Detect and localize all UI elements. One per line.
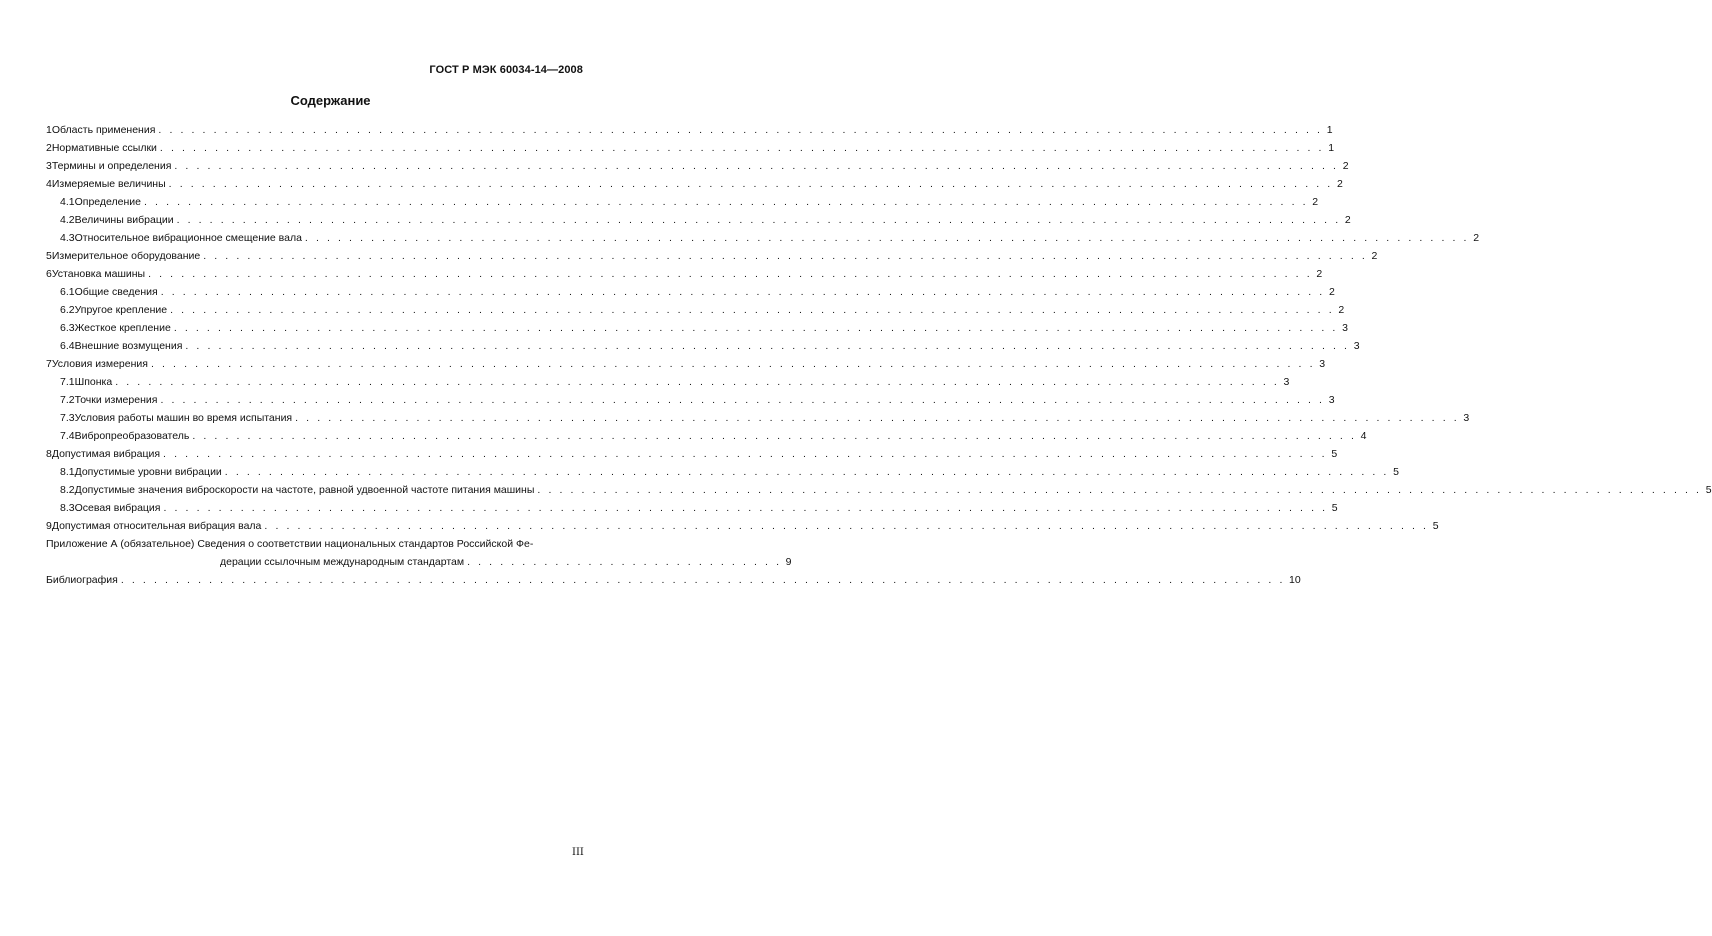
dot-leader bbox=[158, 121, 1322, 139]
dot-leader bbox=[537, 481, 1701, 499]
dot-leader bbox=[144, 193, 1308, 211]
toc-entry-number: 8.2 bbox=[60, 484, 75, 496]
toc-entry-text: Библиография bbox=[46, 574, 118, 586]
toc-entry[interactable] bbox=[46, 301, 1345, 319]
toc-entry-text: Установка машины bbox=[51, 268, 146, 280]
toc-entry-number: 6.2 bbox=[60, 304, 75, 316]
toc-entry-number: 6 bbox=[46, 268, 52, 280]
toc-entry-number: 7.3 bbox=[60, 412, 75, 424]
toc-entry-text: Упругое крепление bbox=[74, 304, 168, 316]
toc-page-number: 2 bbox=[1344, 214, 1351, 226]
toc-page-number: 2 bbox=[1328, 286, 1335, 298]
toc-page-number: 4 bbox=[1360, 430, 1367, 442]
toc-entry-text: Условия измерения bbox=[51, 358, 148, 370]
toc-entry[interactable] bbox=[46, 283, 1335, 301]
toc-entry[interactable] bbox=[46, 247, 1378, 265]
toc-entry-text: Допустимые значения виброскорости на частоте, равной удвоенной частоте питания машины bbox=[74, 484, 535, 496]
toc-entry-number: 3 bbox=[46, 160, 52, 172]
dot-leader bbox=[305, 229, 1469, 247]
toc-entry[interactable] bbox=[46, 157, 1349, 175]
toc-entry-number: 4.3 bbox=[60, 232, 75, 244]
toc-bibliography-entry[interactable] bbox=[46, 571, 1301, 589]
toc-entry-number: 7.4 bbox=[60, 430, 75, 442]
page-number: III bbox=[572, 847, 584, 858]
toc-entry-text: Осевая вибрация bbox=[74, 502, 161, 514]
toc-entry[interactable] bbox=[46, 391, 1335, 409]
dot-leader bbox=[264, 517, 1428, 535]
toc-page-number: 3 bbox=[1319, 358, 1326, 370]
toc-entry[interactable] bbox=[46, 499, 1338, 517]
dot-leader bbox=[163, 499, 1327, 517]
toc-entry-number: 8.3 bbox=[60, 502, 75, 514]
appendix-title-line1: Приложение А (обязательное) Сведения о соответствии национальных стандартов Российской Фе- bbox=[46, 538, 534, 550]
dot-leader bbox=[174, 319, 1338, 337]
toc-entry-text: Термины и определения bbox=[51, 160, 172, 172]
toc-entry-number: 4 bbox=[46, 178, 52, 190]
toc-entry-text: Измеряемые величины bbox=[51, 178, 166, 190]
toc-page-number: 2 bbox=[1338, 304, 1345, 316]
dot-leader bbox=[163, 445, 1327, 463]
toc-entry[interactable] bbox=[46, 319, 1348, 337]
toc-entry-text: Точки измерения bbox=[74, 394, 158, 406]
toc-entry-number: 6.3 bbox=[60, 322, 75, 334]
dot-leader bbox=[121, 571, 1285, 589]
toc-entry-number: 9 bbox=[46, 520, 52, 532]
toc-entry-number: 2 bbox=[46, 142, 52, 154]
dot-leader: . . . . . . . . . . . . . . . . . . . . . . . . . . . . . bbox=[467, 556, 782, 568]
dot-leader bbox=[203, 247, 1367, 265]
dot-leader bbox=[170, 301, 1334, 319]
toc-entry-number: 6.4 bbox=[60, 340, 75, 352]
toc-page-number: 1 bbox=[1328, 142, 1335, 154]
toc-page-number: 3 bbox=[1283, 376, 1290, 388]
table-of-contents bbox=[46, 121, 1712, 589]
dot-leader bbox=[115, 373, 1279, 391]
toc-page-number: 5 bbox=[1393, 466, 1399, 478]
toc-entry-number: 4.2 bbox=[60, 214, 75, 226]
appendix-title-line2: дерации ссылочным международным стандартам bbox=[220, 556, 465, 568]
toc-entry-text: Шпонка bbox=[74, 376, 113, 388]
toc-page-number: 5 bbox=[1432, 520, 1439, 532]
dot-leader bbox=[295, 409, 1459, 427]
toc-entry-number: 1 bbox=[46, 124, 52, 136]
toc-entry-text: Величины вибрации bbox=[74, 214, 174, 226]
toc-entry-text: Общие сведения bbox=[74, 286, 158, 298]
toc-entry-text: Относительное вибрационное смещение вала bbox=[74, 232, 302, 244]
toc-entry[interactable] bbox=[46, 211, 1351, 229]
toc-page-number: 2 bbox=[1336, 178, 1343, 190]
toc-entry-number: 8.1 bbox=[60, 466, 75, 478]
toc-appendix-entry[interactable] bbox=[46, 535, 792, 571]
toc-entry[interactable] bbox=[46, 409, 1470, 427]
dot-leader bbox=[160, 391, 1324, 409]
toc-entry[interactable] bbox=[46, 481, 1712, 499]
toc-page-number: 3 bbox=[1353, 340, 1360, 352]
toc-entry[interactable] bbox=[46, 229, 1480, 247]
toc-entry[interactable] bbox=[46, 121, 1333, 139]
toc-page-number: 5 bbox=[1331, 502, 1338, 514]
toc-entry-number: 7.1 bbox=[60, 376, 75, 388]
toc-entry-number: 6.1 bbox=[60, 286, 75, 298]
toc-page-number: 2 bbox=[1371, 250, 1378, 262]
toc-entry-text: Жесткое крепление bbox=[74, 322, 171, 334]
toc-page-number: 2 bbox=[1342, 160, 1349, 172]
toc-entry-text: Область применения bbox=[51, 124, 156, 136]
toc-entry[interactable] bbox=[46, 337, 1360, 355]
toc-page-number: 5 bbox=[1331, 448, 1338, 460]
toc-entry[interactable] bbox=[46, 139, 1335, 157]
toc-entry-text: Нормативные ссылки bbox=[51, 142, 157, 154]
dot-leader bbox=[151, 355, 1315, 373]
toc-page-number: 2 bbox=[1312, 196, 1319, 208]
toc-entry[interactable] bbox=[46, 193, 1319, 211]
toc-entry[interactable] bbox=[46, 517, 1439, 535]
toc-page-number: 3 bbox=[1342, 322, 1348, 334]
toc-entry[interactable] bbox=[46, 175, 1343, 193]
toc-entry[interactable] bbox=[46, 463, 1399, 481]
toc-entry-text: Допустимые уровни вибрации bbox=[74, 466, 222, 478]
toc-page-number: 5 bbox=[1705, 484, 1712, 496]
dot-leader bbox=[185, 337, 1349, 355]
dot-leader bbox=[169, 175, 1333, 193]
toc-entry[interactable] bbox=[46, 265, 1323, 283]
toc-page-number: 3 bbox=[1328, 394, 1335, 406]
toc-entry-number: 7.2 bbox=[60, 394, 75, 406]
dot-leader bbox=[192, 427, 1356, 445]
toc-entry-text: Определение bbox=[74, 196, 141, 208]
toc-entry[interactable] bbox=[46, 373, 1290, 391]
dot-leader bbox=[225, 463, 1389, 481]
toc-page-number: 3 bbox=[1463, 412, 1470, 424]
toc-page-number: 9 bbox=[785, 556, 792, 568]
dot-leader bbox=[174, 157, 1338, 175]
toc-entry-text: Допустимая относительная вибрация вала bbox=[51, 520, 262, 532]
dot-leader bbox=[161, 283, 1325, 301]
toc-page-number: 1 bbox=[1326, 124, 1333, 136]
toc-entry-text: Внешние возмущения bbox=[74, 340, 183, 352]
toc-entry-text: Допустимая вибрация bbox=[51, 448, 161, 460]
toc-entry[interactable] bbox=[46, 427, 1367, 445]
toc-entry-text: Условия работы машин во время испытания bbox=[74, 412, 293, 424]
toc-entry-number: 4.1 bbox=[60, 196, 75, 208]
toc-page-number: 10 bbox=[1288, 574, 1301, 586]
toc-entry[interactable] bbox=[46, 445, 1338, 463]
dot-leader bbox=[148, 265, 1312, 283]
toc-entry[interactable] bbox=[46, 355, 1326, 373]
page-title: Содержание bbox=[290, 93, 371, 108]
toc-page-number: 2 bbox=[1316, 268, 1323, 280]
toc-entry-text: Вибропреобразователь bbox=[74, 430, 190, 442]
toc-entry-number: 5 bbox=[46, 250, 52, 262]
dot-leader bbox=[160, 139, 1324, 157]
dot-leader bbox=[177, 211, 1341, 229]
toc-page-number: 2 bbox=[1473, 232, 1480, 244]
toc-entry-number: 7 bbox=[46, 358, 52, 370]
toc-entry-number: 8 bbox=[46, 448, 52, 460]
document-code: ГОСТ Р МЭК 60034-14—2008 bbox=[429, 64, 583, 76]
toc-entry-text: Измерительное оборудование bbox=[51, 250, 201, 262]
